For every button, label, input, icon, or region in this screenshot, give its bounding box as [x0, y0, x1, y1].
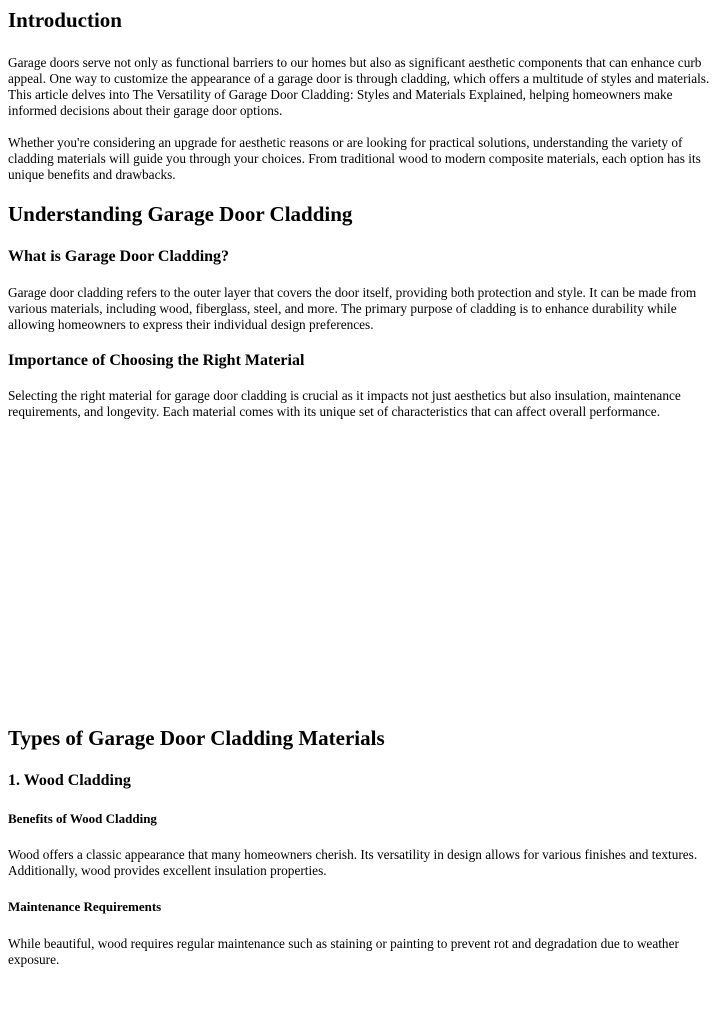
understanding-heading: Understanding Garage Door Cladding	[8, 202, 353, 226]
introduction-paragraph-2: Whether you're considering an upgrade for aesthetic reasons or are looking for practical solutions, understanding the variety of cladding materials will guide you through your choices. From traditional wood to modern composite materials, each option has its unique benefits and drawbacks.	[8, 135, 701, 182]
types-heading: Types of Garage Door Cladding Materials	[8, 726, 385, 750]
blank-space	[8, 420, 712, 726]
importance-paragraph: Selecting the right material for garage door cladding is crucial as it impacts not just aesthetics but also insulation, maintenance requirements, and longevity. Each material comes with its unique set of characteristics that can affect overall performance.	[8, 388, 681, 419]
wood-maintenance-heading: Maintenance Requirements	[8, 899, 162, 914]
what-is-cladding-paragraph: Garage door cladding refers to the outer layer that covers the door itself, providing both protection and style. It can be made from various materials, including wood, fiberglass, steel, and more. The primary purpose of cladding is to enhance durability while allowing homeowners to express their individual design preferences.	[8, 285, 697, 332]
wood-benefits-heading: Benefits of Wood Cladding	[8, 811, 157, 826]
wood-maintenance-paragraph: While beautiful, wood requires regular maintenance such as staining or painting to prevent rot and degradation due to weather exposure.	[8, 936, 679, 967]
wood-cladding-heading: 1. Wood Cladding	[8, 772, 131, 789]
introduction-paragraph-1: Garage doors serve not only as functional barriers to our homes but also as significant aesthetic components that can enhance curb appeal. One way to customize the appearance of a garage door is through cladding, which offers a multitude of styles and materials. This article delves into The Versatility of Garage Door Cladding: Styles and Materials Explained, helping homeowners make informed decisions about their garage door options.	[8, 55, 710, 118]
introduction-heading: Introduction	[8, 8, 122, 32]
wood-benefits-paragraph: Wood offers a classic appearance that many homeowners cherish. Its versatility in design allows for various finishes and textures. Additionally, wood provides excellent insulation properties.	[8, 847, 698, 878]
what-is-cladding-heading: What is Garage Door Cladding?	[8, 248, 230, 265]
importance-heading: Importance of Choosing the Right Material	[8, 352, 305, 369]
